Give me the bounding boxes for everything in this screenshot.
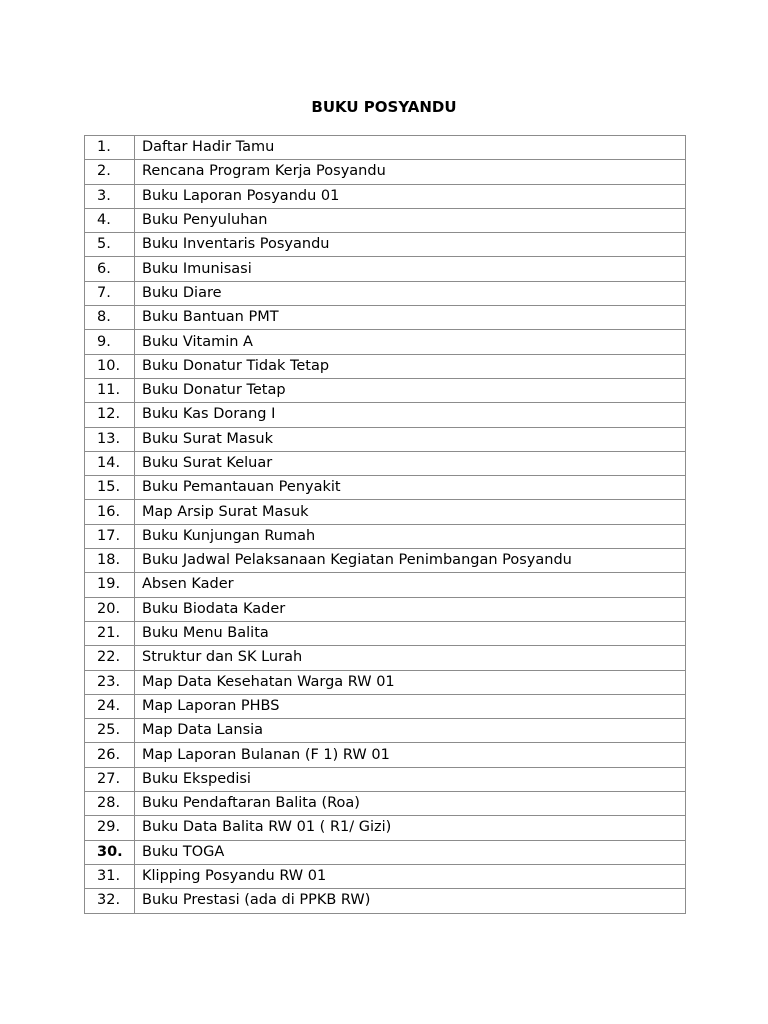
table-row [85, 476, 686, 500]
table-row [85, 646, 686, 670]
row-number: 9. [85, 330, 135, 354]
row-number: 7. [85, 281, 135, 305]
table-row [85, 403, 686, 427]
table-row [85, 208, 686, 232]
row-number: 21. [85, 621, 135, 645]
book-name: Map Laporan Bulanan (F 1) RW 01 [135, 743, 686, 767]
row-number: 3. [85, 184, 135, 208]
table-row [85, 792, 686, 816]
row-number: 31. [85, 864, 135, 888]
table-row [85, 864, 686, 888]
row-number: 12. [85, 403, 135, 427]
row-number: 30. [85, 840, 135, 864]
row-number: 13. [85, 427, 135, 451]
book-name: Buku Diare [135, 281, 686, 305]
row-number: 32. [85, 889, 135, 913]
row-number: 20. [85, 597, 135, 621]
table-row [85, 597, 686, 621]
row-number: 19. [85, 573, 135, 597]
row-number: 22. [85, 646, 135, 670]
row-number: 11. [85, 378, 135, 402]
book-list-table [84, 135, 686, 914]
book-name: Buku Pendaftaran Balita (Roa) [135, 792, 686, 816]
table-row [85, 743, 686, 767]
book-name: Buku Donatur Tidak Tetap [135, 354, 686, 378]
row-number: 15. [85, 476, 135, 500]
table-row [85, 500, 686, 524]
book-name: Buku Kas Dorang I [135, 403, 686, 427]
row-number: 14. [85, 451, 135, 475]
row-number: 23. [85, 670, 135, 694]
book-name: Buku Imunisasi [135, 257, 686, 281]
book-name: Buku Kunjungan Rumah [135, 524, 686, 548]
table-row [85, 281, 686, 305]
book-name: Map Laporan PHBS [135, 694, 686, 718]
book-name: Buku Surat Keluar [135, 451, 686, 475]
book-name: Buku TOGA [135, 840, 686, 864]
table-row [85, 330, 686, 354]
book-name: Buku Menu Balita [135, 621, 686, 645]
table-row [85, 670, 686, 694]
table-row [85, 694, 686, 718]
book-name: Buku Vitamin A [135, 330, 686, 354]
table-row [85, 378, 686, 402]
table-row [85, 427, 686, 451]
row-number: 26. [85, 743, 135, 767]
book-name: Buku Prestasi (ada di PPKB RW) [135, 889, 686, 913]
row-number: 25. [85, 719, 135, 743]
table-row [85, 306, 686, 330]
book-name: Buku Penyuluhan [135, 208, 686, 232]
row-number: 27. [85, 767, 135, 791]
book-name: Daftar Hadir Tamu [135, 136, 686, 160]
book-name: Buku Data Balita RW 01 ( R1/ Gizi) [135, 816, 686, 840]
book-name: Map Data Lansia [135, 719, 686, 743]
row-number: 28. [85, 792, 135, 816]
table-row [85, 354, 686, 378]
row-number: 18. [85, 549, 135, 573]
row-number: 10. [85, 354, 135, 378]
table-row [85, 889, 686, 913]
book-name: Buku Surat Masuk [135, 427, 686, 451]
book-name: Buku Jadwal Pelaksanaan Kegiatan Penimbangan Posyandu [135, 549, 686, 573]
table-row [85, 767, 686, 791]
table-row [85, 621, 686, 645]
row-number: 16. [85, 500, 135, 524]
row-number: 24. [85, 694, 135, 718]
table-row [85, 719, 686, 743]
book-name: Buku Laporan Posyandu 01 [135, 184, 686, 208]
table-row [85, 184, 686, 208]
page-title: BUKU POSYANDU [311, 98, 457, 116]
table-row [85, 573, 686, 597]
book-name: Buku Pemantauan Penyakit [135, 476, 686, 500]
table-row [85, 816, 686, 840]
table-row [85, 160, 686, 184]
book-name: Buku Inventaris Posyandu [135, 233, 686, 257]
book-name: Absen Kader [135, 573, 686, 597]
row-number: 1. [85, 136, 135, 160]
book-name: Buku Bantuan PMT [135, 306, 686, 330]
table-row [85, 451, 686, 475]
book-name: Rencana Program Kerja Posyandu [135, 160, 686, 184]
table-row [85, 136, 686, 160]
row-number: 29. [85, 816, 135, 840]
book-name: Map Data Kesehatan Warga RW 01 [135, 670, 686, 694]
row-number: 17. [85, 524, 135, 548]
row-number: 6. [85, 257, 135, 281]
book-name: Buku Donatur Tetap [135, 378, 686, 402]
table-row [85, 549, 686, 573]
table-row [85, 840, 686, 864]
book-list-body [85, 136, 686, 914]
row-number: 4. [85, 208, 135, 232]
book-name: Struktur dan SK Lurah [135, 646, 686, 670]
table-row [85, 233, 686, 257]
book-name: Buku Biodata Kader [135, 597, 686, 621]
row-number: 5. [85, 233, 135, 257]
table-row [85, 257, 686, 281]
book-name: Buku Ekspedisi [135, 767, 686, 791]
book-name: Klipping Posyandu RW 01 [135, 864, 686, 888]
book-name: Map Arsip Surat Masuk [135, 500, 686, 524]
table-row [85, 524, 686, 548]
row-number: 2. [85, 160, 135, 184]
row-number: 8. [85, 306, 135, 330]
